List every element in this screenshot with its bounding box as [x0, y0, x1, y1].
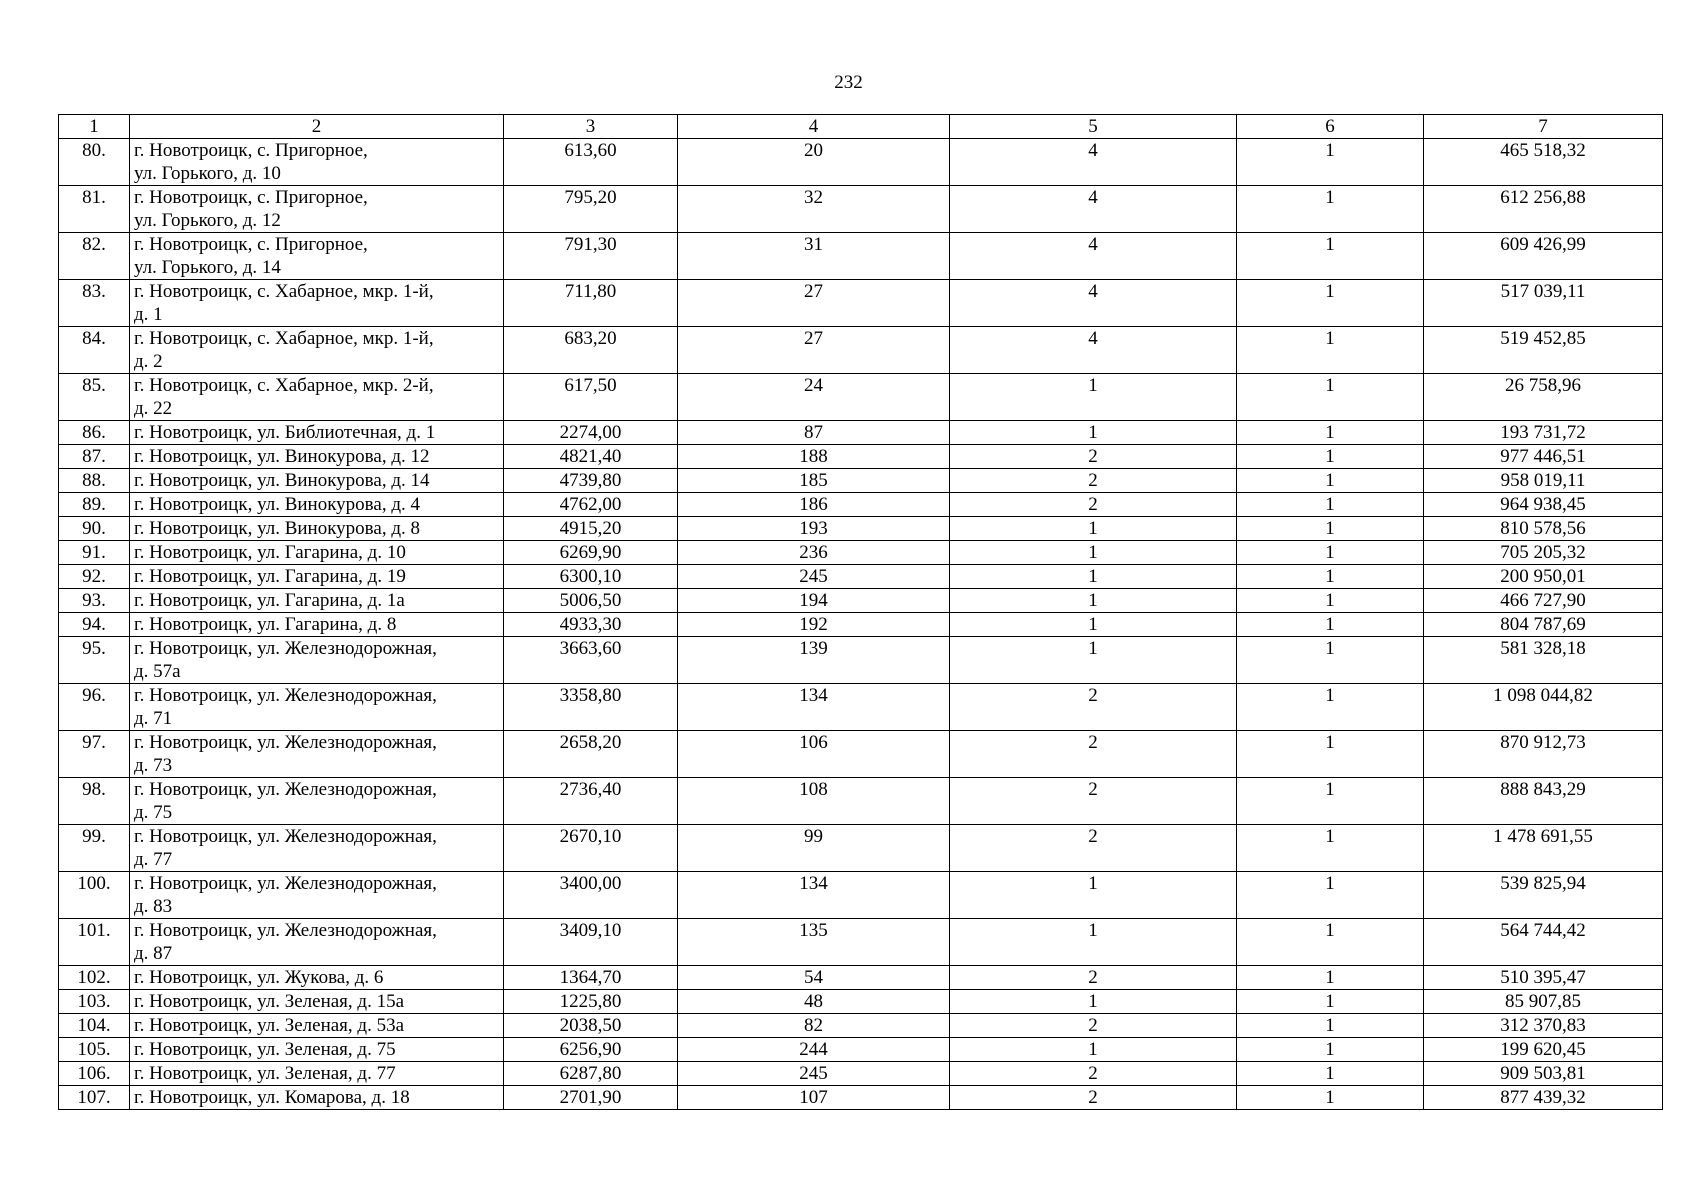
- column-6-cell: 1: [1237, 374, 1424, 421]
- address-cell: г. Новотроицк, ул. Железнодорожная, д. 83: [130, 872, 504, 919]
- column-5-cell: 1: [950, 374, 1237, 421]
- column-4-cell: 185: [678, 469, 950, 493]
- column-5-cell: 2: [950, 825, 1237, 872]
- address-cell: г. Новотроицк, с. Пригорное, ул. Горького, д. 10: [130, 139, 504, 186]
- column-3-cell: 3358,80: [504, 684, 678, 731]
- column-5-cell: 4: [950, 327, 1237, 374]
- column-5-cell: 2: [950, 493, 1237, 517]
- table-row: [59, 778, 1663, 825]
- column-3-cell: 2038,50: [504, 1014, 678, 1038]
- column-6-cell: 1: [1237, 684, 1424, 731]
- column-6-cell: 1: [1237, 565, 1424, 589]
- row-number-cell: 80.: [59, 139, 130, 186]
- column-3-cell: 711,80: [504, 280, 678, 327]
- column-6-cell: 1: [1237, 139, 1424, 186]
- table-row: [59, 1062, 1663, 1086]
- address-cell: г. Новотроицк, ул. Железнодорожная, д. 75: [130, 778, 504, 825]
- column-3-cell: 2274,00: [504, 421, 678, 445]
- address-cell: г. Новотроицк, ул. Железнодорожная, д. 77: [130, 825, 504, 872]
- column-4-cell: 27: [678, 280, 950, 327]
- column-5-cell: 2: [950, 445, 1237, 469]
- column-7-cell: 199 620,45: [1424, 1038, 1663, 1062]
- column-3-cell: 4739,80: [504, 469, 678, 493]
- row-number-cell: 82.: [59, 233, 130, 280]
- address-cell: г. Новотроицк, с. Пригорное, ул. Горького, д. 14: [130, 233, 504, 280]
- column-3-cell: 683,20: [504, 327, 678, 374]
- address-cell: г. Новотроицк, ул. Гагарина, д. 8: [130, 613, 504, 637]
- address-cell: г. Новотроицк, ул. Винокурова, д. 12: [130, 445, 504, 469]
- row-number-cell: 102.: [59, 966, 130, 990]
- column-7-cell: 466 727,90: [1424, 589, 1663, 613]
- column-6-cell: 1: [1237, 872, 1424, 919]
- address-cell: г. Новотроицк, с. Хабарное, мкр. 1-й, д. 2: [130, 327, 504, 374]
- column-header-1: 1: [59, 115, 130, 139]
- column-6-cell: 1: [1237, 731, 1424, 778]
- table-row: [59, 565, 1663, 589]
- column-7-cell: 517 039,11: [1424, 280, 1663, 327]
- column-7-cell: 200 950,01: [1424, 565, 1663, 589]
- column-7-cell: 539 825,94: [1424, 872, 1663, 919]
- column-6-cell: 1: [1237, 1086, 1424, 1110]
- table-header-row: [59, 115, 1663, 139]
- address-cell: г. Новотроицк, ул. Железнодорожная, д. 87: [130, 919, 504, 966]
- table-row: [59, 613, 1663, 637]
- table-row: [59, 233, 1663, 280]
- row-number-cell: 96.: [59, 684, 130, 731]
- column-3-cell: 4933,30: [504, 613, 678, 637]
- column-6-cell: 1: [1237, 613, 1424, 637]
- column-7-cell: 888 843,29: [1424, 778, 1663, 825]
- column-6-cell: 1: [1237, 233, 1424, 280]
- column-6-cell: 1: [1237, 469, 1424, 493]
- column-6-cell: 1: [1237, 589, 1424, 613]
- address-cell: г. Новотроицк, ул. Винокурова, д. 4: [130, 493, 504, 517]
- table-row: [59, 872, 1663, 919]
- address-cell: г. Новотроицк, ул. Комарова, д. 18: [130, 1086, 504, 1110]
- row-number-cell: 85.: [59, 374, 130, 421]
- column-5-cell: 2: [950, 1062, 1237, 1086]
- column-7-cell: 581 328,18: [1424, 637, 1663, 684]
- table-row: [59, 637, 1663, 684]
- column-6-cell: 1: [1237, 919, 1424, 966]
- row-number-cell: 92.: [59, 565, 130, 589]
- table-row: [59, 493, 1663, 517]
- column-7-cell: 877 439,32: [1424, 1086, 1663, 1110]
- column-5-cell: 2: [950, 1014, 1237, 1038]
- column-4-cell: 87: [678, 421, 950, 445]
- column-6-cell: 1: [1237, 778, 1424, 825]
- column-5-cell: 2: [950, 778, 1237, 825]
- column-4-cell: 244: [678, 1038, 950, 1062]
- column-7-cell: 964 938,45: [1424, 493, 1663, 517]
- column-header-4: 4: [678, 115, 950, 139]
- column-3-cell: 791,30: [504, 233, 678, 280]
- row-number-cell: 83.: [59, 280, 130, 327]
- column-6-cell: 1: [1237, 327, 1424, 374]
- row-number-cell: 86.: [59, 421, 130, 445]
- column-5-cell: 2: [950, 1086, 1237, 1110]
- table-row: [59, 1014, 1663, 1038]
- column-7-cell: 804 787,69: [1424, 613, 1663, 637]
- row-number-cell: 100.: [59, 872, 130, 919]
- table-row: [59, 469, 1663, 493]
- column-5-cell: 1: [950, 421, 1237, 445]
- column-3-cell: 1364,70: [504, 966, 678, 990]
- address-cell: г. Новотроицк, ул. Зеленая, д. 75: [130, 1038, 504, 1062]
- column-3-cell: 4821,40: [504, 445, 678, 469]
- housing-table: [58, 114, 1663, 1110]
- address-cell: г. Новотроицк, ул. Гагарина, д. 1а: [130, 589, 504, 613]
- column-4-cell: 236: [678, 541, 950, 565]
- table-row: [59, 327, 1663, 374]
- address-cell: г. Новотроицк, ул. Винокурова, д. 8: [130, 517, 504, 541]
- table-row: [59, 731, 1663, 778]
- column-4-cell: 106: [678, 731, 950, 778]
- column-7-cell: 612 256,88: [1424, 186, 1663, 233]
- column-5-cell: 4: [950, 139, 1237, 186]
- column-4-cell: 54: [678, 966, 950, 990]
- table-row: [59, 1086, 1663, 1110]
- column-3-cell: 6256,90: [504, 1038, 678, 1062]
- column-5-cell: 1: [950, 872, 1237, 919]
- row-number-cell: 94.: [59, 613, 130, 637]
- column-3-cell: 1225,80: [504, 990, 678, 1014]
- table-row: [59, 966, 1663, 990]
- column-5-cell: 4: [950, 280, 1237, 327]
- column-6-cell: 1: [1237, 421, 1424, 445]
- column-4-cell: 24: [678, 374, 950, 421]
- column-6-cell: 1: [1237, 186, 1424, 233]
- column-3-cell: 795,20: [504, 186, 678, 233]
- column-header-5: 5: [950, 115, 1237, 139]
- column-5-cell: 1: [950, 919, 1237, 966]
- column-4-cell: 192: [678, 613, 950, 637]
- address-cell: г. Новотроицк, ул. Гагарина, д. 19: [130, 565, 504, 589]
- table-body: [59, 139, 1663, 1110]
- row-number-cell: 93.: [59, 589, 130, 613]
- address-cell: г. Новотроицк, с. Пригорное, ул. Горького, д. 12: [130, 186, 504, 233]
- column-3-cell: 6287,80: [504, 1062, 678, 1086]
- column-7-cell: 312 370,83: [1424, 1014, 1663, 1038]
- column-3-cell: 6269,90: [504, 541, 678, 565]
- table-row: [59, 1038, 1663, 1062]
- column-3-cell: 4915,20: [504, 517, 678, 541]
- column-3-cell: 3663,60: [504, 637, 678, 684]
- column-7-cell: 870 912,73: [1424, 731, 1663, 778]
- address-cell: г. Новотроицк, ул. Железнодорожная, д. 71: [130, 684, 504, 731]
- column-3-cell: 6300,10: [504, 565, 678, 589]
- column-7-cell: 193 731,72: [1424, 421, 1663, 445]
- address-cell: г. Новотроицк, ул. Библиотечная, д. 1: [130, 421, 504, 445]
- column-4-cell: 99: [678, 825, 950, 872]
- row-number-cell: 97.: [59, 731, 130, 778]
- table-row: [59, 374, 1663, 421]
- column-7-cell: 609 426,99: [1424, 233, 1663, 280]
- column-4-cell: 32: [678, 186, 950, 233]
- column-4-cell: 139: [678, 637, 950, 684]
- column-7-cell: 519 452,85: [1424, 327, 1663, 374]
- column-5-cell: 1: [950, 613, 1237, 637]
- column-5-cell: 1: [950, 637, 1237, 684]
- column-5-cell: 4: [950, 233, 1237, 280]
- row-number-cell: 103.: [59, 990, 130, 1014]
- column-5-cell: 2: [950, 684, 1237, 731]
- column-4-cell: 245: [678, 565, 950, 589]
- column-header-6: 6: [1237, 115, 1424, 139]
- column-5-cell: 2: [950, 469, 1237, 493]
- column-7-cell: 977 446,51: [1424, 445, 1663, 469]
- row-number-cell: 105.: [59, 1038, 130, 1062]
- table-row: [59, 186, 1663, 233]
- address-cell: г. Новотроицк, ул. Зеленая, д. 15а: [130, 990, 504, 1014]
- table-row: [59, 421, 1663, 445]
- address-cell: г. Новотроицк, ул. Зеленая, д. 53а: [130, 1014, 504, 1038]
- column-6-cell: 1: [1237, 517, 1424, 541]
- column-4-cell: 27: [678, 327, 950, 374]
- column-4-cell: 188: [678, 445, 950, 469]
- row-number-cell: 91.: [59, 541, 130, 565]
- row-number-cell: 101.: [59, 919, 130, 966]
- column-6-cell: 1: [1237, 280, 1424, 327]
- address-cell: г. Новотроицк, ул. Железнодорожная, д. 73: [130, 731, 504, 778]
- column-4-cell: 245: [678, 1062, 950, 1086]
- row-number-cell: 107.: [59, 1086, 130, 1110]
- address-cell: г. Новотроицк, ул. Зеленая, д. 77: [130, 1062, 504, 1086]
- column-3-cell: 617,50: [504, 374, 678, 421]
- column-4-cell: 82: [678, 1014, 950, 1038]
- address-cell: г. Новотроицк, ул. Гагарина, д. 10: [130, 541, 504, 565]
- column-3-cell: 3409,10: [504, 919, 678, 966]
- address-cell: г. Новотроицк, с. Хабарное, мкр. 1-й, д. 1: [130, 280, 504, 327]
- column-7-cell: 705 205,32: [1424, 541, 1663, 565]
- column-4-cell: 186: [678, 493, 950, 517]
- column-5-cell: 4: [950, 186, 1237, 233]
- column-6-cell: 1: [1237, 445, 1424, 469]
- column-6-cell: 1: [1237, 541, 1424, 565]
- table-row: [59, 990, 1663, 1014]
- column-header-3: 3: [504, 115, 678, 139]
- address-cell: г. Новотроицк, ул. Винокурова, д. 14: [130, 469, 504, 493]
- column-4-cell: 134: [678, 872, 950, 919]
- table-row: [59, 919, 1663, 966]
- column-7-cell: 1 098 044,82: [1424, 684, 1663, 731]
- column-7-cell: 26 758,96: [1424, 374, 1663, 421]
- column-5-cell: 1: [950, 541, 1237, 565]
- row-number-cell: 81.: [59, 186, 130, 233]
- table-row: [59, 445, 1663, 469]
- row-number-cell: 106.: [59, 1062, 130, 1086]
- column-4-cell: 134: [678, 684, 950, 731]
- column-header-7: 7: [1424, 115, 1663, 139]
- row-number-cell: 87.: [59, 445, 130, 469]
- address-cell: г. Новотроицк, ул. Железнодорожная, д. 57а: [130, 637, 504, 684]
- column-6-cell: 1: [1237, 966, 1424, 990]
- column-3-cell: 2736,40: [504, 778, 678, 825]
- column-header-2: 2: [130, 115, 504, 139]
- column-7-cell: 1 478 691,55: [1424, 825, 1663, 872]
- row-number-cell: 99.: [59, 825, 130, 872]
- table-row: [59, 825, 1663, 872]
- column-6-cell: 1: [1237, 493, 1424, 517]
- column-7-cell: 564 744,42: [1424, 919, 1663, 966]
- column-5-cell: 1: [950, 1038, 1237, 1062]
- table-row: [59, 684, 1663, 731]
- column-7-cell: 510 395,47: [1424, 966, 1663, 990]
- column-5-cell: 1: [950, 565, 1237, 589]
- column-7-cell: 85 907,85: [1424, 990, 1663, 1014]
- column-7-cell: 909 503,81: [1424, 1062, 1663, 1086]
- column-6-cell: 1: [1237, 990, 1424, 1014]
- row-number-cell: 95.: [59, 637, 130, 684]
- address-cell: г. Новотроицк, с. Хабарное, мкр. 2-й, д. 22: [130, 374, 504, 421]
- column-3-cell: 2701,90: [504, 1086, 678, 1110]
- column-4-cell: 48: [678, 990, 950, 1014]
- table-row: [59, 517, 1663, 541]
- row-number-cell: 89.: [59, 493, 130, 517]
- table-row: [59, 280, 1663, 327]
- column-5-cell: 1: [950, 990, 1237, 1014]
- column-6-cell: 1: [1237, 1014, 1424, 1038]
- column-3-cell: 613,60: [504, 139, 678, 186]
- column-3-cell: 2670,10: [504, 825, 678, 872]
- table-row: [59, 589, 1663, 613]
- column-3-cell: 3400,00: [504, 872, 678, 919]
- column-7-cell: 810 578,56: [1424, 517, 1663, 541]
- column-4-cell: 107: [678, 1086, 950, 1110]
- column-6-cell: 1: [1237, 1062, 1424, 1086]
- column-6-cell: 1: [1237, 1038, 1424, 1062]
- column-4-cell: 193: [678, 517, 950, 541]
- page-number: 232: [834, 72, 863, 93]
- row-number-cell: 88.: [59, 469, 130, 493]
- row-number-cell: 98.: [59, 778, 130, 825]
- column-5-cell: 2: [950, 966, 1237, 990]
- row-number-cell: 104.: [59, 1014, 130, 1038]
- column-7-cell: 465 518,32: [1424, 139, 1663, 186]
- column-6-cell: 1: [1237, 637, 1424, 684]
- table-row: [59, 541, 1663, 565]
- column-5-cell: 2: [950, 731, 1237, 778]
- column-3-cell: 2658,20: [504, 731, 678, 778]
- row-number-cell: 84.: [59, 327, 130, 374]
- column-3-cell: 5006,50: [504, 589, 678, 613]
- column-4-cell: 135: [678, 919, 950, 966]
- row-number-cell: 90.: [59, 517, 130, 541]
- address-cell: г. Новотроицк, ул. Жукова, д. 6: [130, 966, 504, 990]
- column-3-cell: 4762,00: [504, 493, 678, 517]
- column-6-cell: 1: [1237, 825, 1424, 872]
- column-5-cell: 1: [950, 517, 1237, 541]
- table-row: [59, 139, 1663, 186]
- column-4-cell: 31: [678, 233, 950, 280]
- column-4-cell: 194: [678, 589, 950, 613]
- column-4-cell: 108: [678, 778, 950, 825]
- column-4-cell: 20: [678, 139, 950, 186]
- column-7-cell: 958 019,11: [1424, 469, 1663, 493]
- column-5-cell: 1: [950, 589, 1237, 613]
